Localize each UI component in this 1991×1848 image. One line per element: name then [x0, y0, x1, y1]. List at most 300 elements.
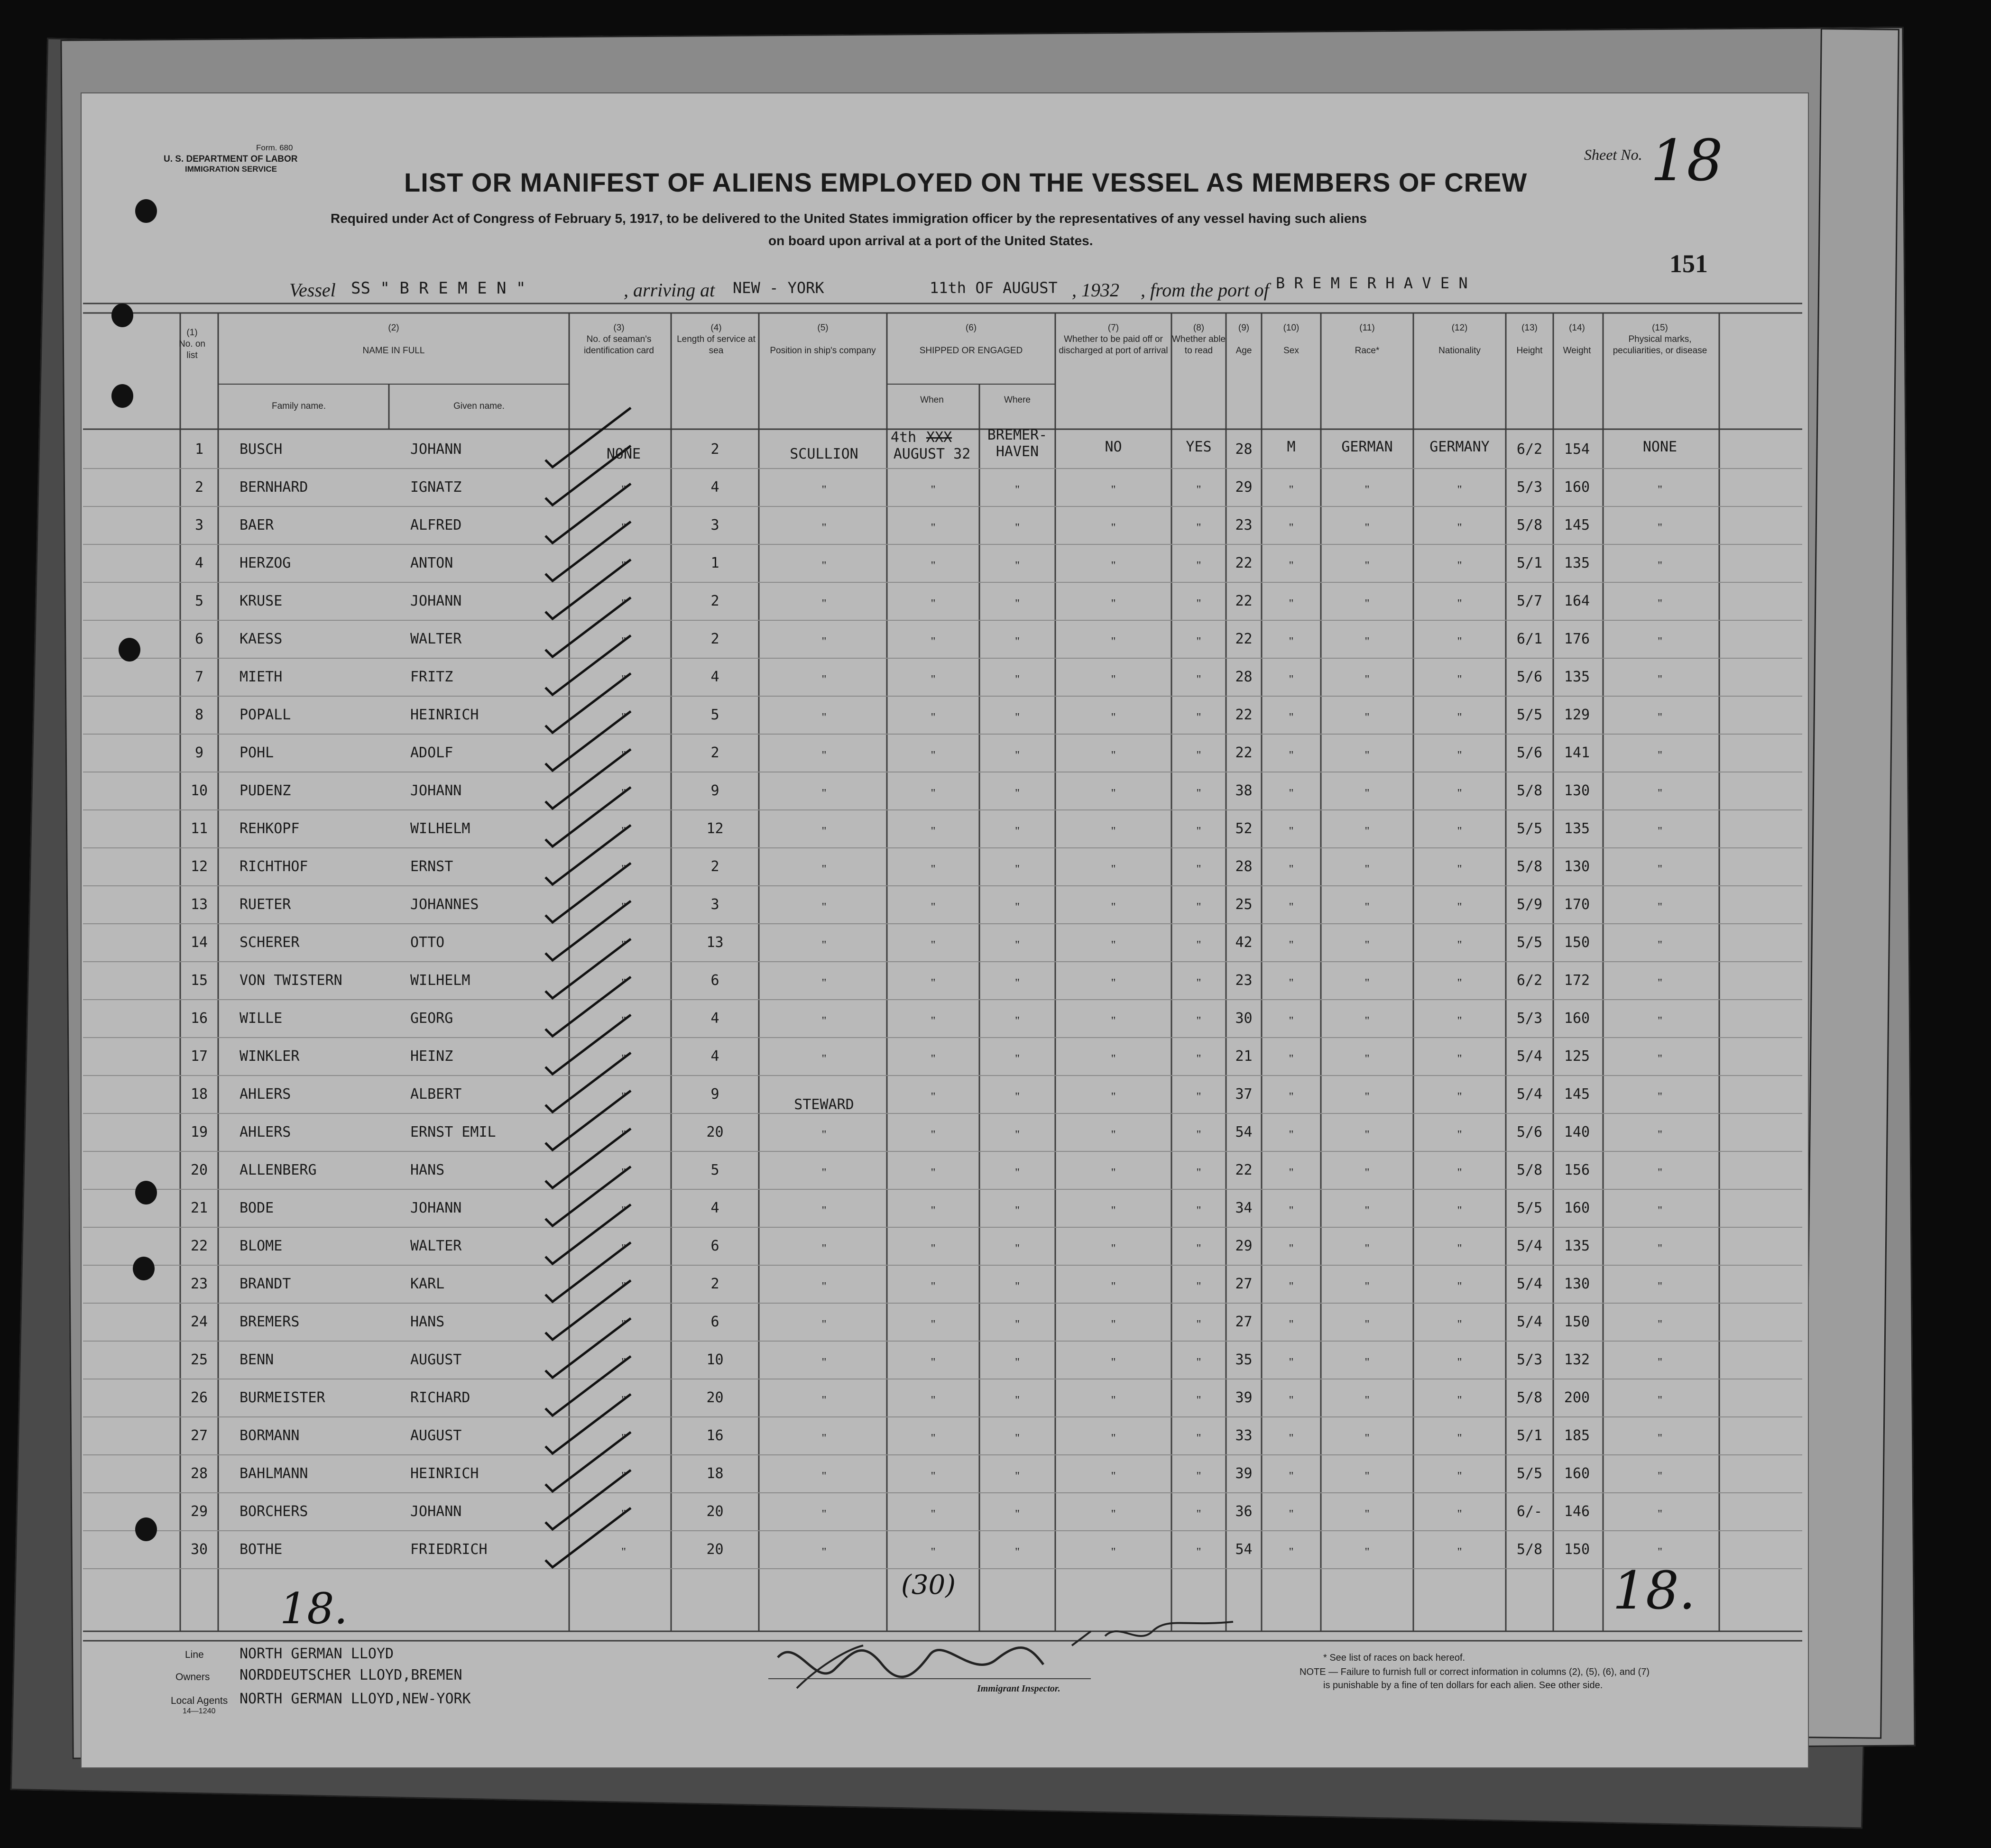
ditto-mark: "	[1289, 1432, 1294, 1444]
note-penalty-1: NOTE — Failure to furnish full or correct information in columns (2), (5), (6), and (7)	[1300, 1667, 1650, 1677]
given-name: WALTER	[410, 1238, 462, 1254]
row-number: 7	[194, 669, 204, 685]
ditto-mark: "	[1015, 939, 1020, 951]
note-races: * See list of races on back hereof.	[1323, 1653, 1466, 1663]
col-number: (11)	[1359, 323, 1375, 333]
ditto-mark: "	[621, 939, 626, 951]
ditto-mark: "	[1196, 1318, 1201, 1331]
ditto-mark: "	[1111, 635, 1116, 648]
age-value: 54	[1235, 1541, 1253, 1558]
col-number: (13)	[1521, 323, 1538, 333]
ditto-mark: "	[1111, 1204, 1116, 1217]
height-value: 5/4	[1516, 1086, 1543, 1103]
row-number: 13	[190, 896, 208, 913]
weight-value: 164	[1564, 593, 1590, 609]
given-name: AUGUST	[410, 1352, 462, 1368]
given-name: ADOLF	[410, 745, 453, 761]
ditto-mark: "	[821, 1167, 827, 1179]
given-name: RICHARD	[410, 1389, 470, 1406]
ditto-mark: "	[621, 1167, 626, 1179]
ditto-mark: "	[1196, 1432, 1201, 1444]
ditto-mark: "	[931, 484, 936, 496]
family-name: MIETH	[240, 669, 283, 685]
ditto-mark: "	[821, 1546, 827, 1558]
ditto-mark: "	[1658, 1356, 1662, 1369]
age-value: 37	[1235, 1086, 1253, 1103]
weight-value: 135	[1564, 1238, 1590, 1254]
ditto-mark: "	[1111, 484, 1116, 496]
ditto-mark: "	[621, 1470, 626, 1482]
ditto-mark: "	[1457, 1204, 1462, 1217]
ditto-mark: "	[1289, 1242, 1294, 1255]
family-name: POHL	[240, 745, 274, 761]
service-years: 12	[706, 820, 724, 837]
height-value: 5/5	[1516, 934, 1543, 951]
punch-hole	[111, 303, 133, 327]
ditto-mark: "	[1457, 522, 1462, 534]
ditto-mark: "	[1457, 1432, 1462, 1444]
owners-value: NORDDEUTSCHER LLOYD,BREMEN	[240, 1667, 462, 1683]
ditto-mark: "	[1658, 711, 1662, 724]
ditto-mark: "	[1289, 598, 1294, 610]
service-years: 3	[710, 896, 719, 913]
punch-hole	[111, 384, 133, 408]
weight-value: 145	[1564, 517, 1590, 533]
service-years: 5	[710, 1162, 719, 1178]
age-value: 42	[1235, 934, 1253, 951]
col-label: No. on list	[179, 339, 205, 360]
ditto-mark: "	[1658, 1508, 1662, 1520]
ditto-mark: "	[621, 1204, 626, 1217]
weight-value: 172	[1564, 972, 1590, 989]
ditto-mark: "	[1196, 977, 1201, 989]
weight-value: 185	[1564, 1427, 1590, 1444]
ditto-mark: "	[931, 598, 936, 610]
ditto-mark: "	[621, 977, 626, 989]
ditto-mark: "	[931, 635, 936, 648]
row-number: 5	[194, 593, 204, 609]
form-number: Form. 680	[256, 143, 293, 152]
col-label: Weight	[1563, 346, 1591, 356]
ditto-mark: "	[1364, 1204, 1370, 1217]
ditto-mark: "	[1111, 522, 1116, 534]
ditto-mark: "	[1196, 522, 1201, 534]
card-value: NONE	[606, 446, 641, 462]
family-name: BREMERS	[240, 1314, 300, 1330]
ditto-mark: "	[621, 1053, 626, 1065]
weight-value: 150	[1564, 1541, 1590, 1558]
ditto-mark: "	[1015, 598, 1020, 610]
height-value: 5/8	[1516, 782, 1543, 799]
ditto-mark: "	[821, 560, 827, 572]
weight-value: 130	[1564, 858, 1590, 875]
page-title: LIST OR MANIFEST OF ALIENS EMPLOYED ON THE VESSEL AS MEMBERS OF CREW	[404, 167, 1528, 197]
col-family-name: Family name.	[271, 401, 326, 411]
ditto-mark: "	[1015, 1356, 1020, 1369]
age-value: 23	[1235, 517, 1253, 533]
ditto-mark: "	[1658, 1394, 1662, 1407]
ditto-mark: "	[1364, 1280, 1370, 1293]
ditto-mark: "	[621, 598, 626, 610]
col-label: Nationality	[1438, 346, 1481, 356]
given-name: IGNATZ	[410, 479, 462, 496]
ditto-mark: "	[1289, 1318, 1294, 1331]
ditto-mark: "	[1196, 1015, 1201, 1027]
ditto-mark: "	[931, 1432, 936, 1444]
age-value: 27	[1235, 1276, 1253, 1292]
vessel-name: SS " B R E M E N "	[351, 279, 526, 298]
ditto-mark: "	[1364, 901, 1370, 913]
ditto-mark: "	[621, 1129, 626, 1141]
ditto-mark: "	[621, 1015, 626, 1027]
service-years: 6	[710, 1314, 719, 1330]
ditto-mark: "	[931, 1318, 936, 1331]
ditto-mark: "	[821, 1318, 827, 1331]
ditto-mark: "	[1364, 1508, 1370, 1520]
ditto-mark: "	[1289, 901, 1294, 913]
height-value: 5/4	[1516, 1276, 1543, 1292]
row-number: 18	[190, 1086, 208, 1103]
weight-value: 135	[1564, 555, 1590, 571]
height-value: 5/5	[1516, 820, 1543, 837]
ditto-mark: "	[1111, 1432, 1116, 1444]
col-number: (4)	[710, 323, 722, 333]
ditto-mark: "	[1457, 1394, 1462, 1407]
height-value: 6/2	[1516, 972, 1543, 989]
ditto-mark: "	[821, 1508, 827, 1520]
row-number: 15	[190, 972, 208, 989]
sex-value: M	[1287, 439, 1296, 455]
row-number: 9	[194, 745, 204, 761]
ditto-mark: "	[1658, 1546, 1662, 1558]
ditto-mark: "	[1111, 673, 1116, 686]
ditto-mark: "	[931, 825, 936, 837]
age-value: 35	[1235, 1352, 1253, 1368]
given-name: JOHANN	[410, 1503, 462, 1520]
ditto-mark: "	[1457, 863, 1462, 875]
nationality-value: GERMANY	[1429, 439, 1490, 455]
punch-hole	[135, 1517, 157, 1541]
col-number: (15)	[1652, 323, 1668, 333]
ditto-mark: "	[1111, 1053, 1116, 1065]
row-number: 25	[190, 1352, 208, 1368]
age-value: 28	[1235, 441, 1253, 458]
ditto-mark: "	[1289, 1167, 1294, 1179]
ditto-mark: "	[931, 1091, 936, 1103]
print-code: 14—1240	[183, 1707, 216, 1715]
ditto-mark: "	[1658, 1129, 1662, 1141]
age-value: 22	[1235, 631, 1253, 647]
ditto-mark: "	[1364, 939, 1370, 951]
ditto-mark: "	[1111, 1508, 1116, 1520]
row-number: 29	[190, 1503, 208, 1520]
height-value: 5/4	[1516, 1048, 1543, 1065]
service-years: 4	[710, 1200, 719, 1216]
service-years: 6	[710, 972, 719, 989]
ditto-mark: "	[1364, 787, 1370, 800]
height-value: 5/8	[1516, 1162, 1543, 1178]
ditto-mark: "	[1015, 711, 1020, 724]
ditto-mark: "	[1364, 1394, 1370, 1407]
given-name: FRITZ	[410, 669, 453, 685]
col-label: SHIPPED OR ENGAGED	[919, 346, 1023, 356]
ditto-mark: "	[1015, 1053, 1020, 1065]
given-name: ALBERT	[410, 1086, 462, 1103]
service-years: 20	[706, 1541, 724, 1558]
ditto-mark: "	[1196, 1508, 1201, 1520]
punch-hole	[119, 638, 140, 662]
age-value: 29	[1235, 1238, 1253, 1254]
ditto-mark: "	[1111, 1546, 1116, 1558]
ditto-mark: "	[821, 1053, 827, 1065]
ditto-mark: "	[1289, 1053, 1294, 1065]
ditto-mark: "	[1457, 901, 1462, 913]
service-years: 20	[706, 1503, 724, 1520]
col-number: (6)	[965, 323, 977, 333]
service-years: 5	[710, 707, 719, 723]
ditto-mark: "	[1364, 673, 1370, 686]
ditto-mark: "	[1196, 1129, 1201, 1141]
ditto-mark: "	[1289, 673, 1294, 686]
ditto-mark: "	[1364, 711, 1370, 724]
ditto-mark: "	[1289, 1356, 1294, 1369]
service-years: 2	[710, 441, 719, 458]
ditto-mark: "	[821, 749, 827, 762]
col-label: Sex	[1283, 346, 1299, 356]
paid-off-value: NO	[1105, 439, 1122, 455]
ditto-mark: "	[821, 863, 827, 875]
ditto-mark: "	[621, 1280, 626, 1293]
departure-port: B R E M E R H A V E N	[1276, 274, 1468, 292]
ditto-mark: "	[1015, 901, 1020, 913]
height-value: 5/3	[1516, 479, 1543, 496]
ditto-mark: "	[621, 1356, 626, 1369]
given-name: HANS	[410, 1162, 445, 1178]
ditto-mark: "	[1289, 1546, 1294, 1558]
ditto-mark: "	[1015, 1129, 1020, 1141]
ditto-mark: "	[1196, 1053, 1201, 1065]
col-label: Whether able to read	[1171, 334, 1226, 356]
ditto-mark: "	[821, 1432, 827, 1444]
ditto-mark: "	[931, 1356, 936, 1369]
age-value: 28	[1235, 669, 1253, 685]
row-number: 26	[190, 1389, 208, 1406]
position-steward: STEWARD	[794, 1096, 854, 1113]
ditto-mark: "	[1364, 1167, 1370, 1179]
ditto-mark: "	[1015, 1432, 1020, 1444]
age-value: 27	[1235, 1314, 1253, 1330]
ditto-mark: "	[1196, 598, 1201, 610]
weight-value: 200	[1564, 1389, 1590, 1406]
ditto-mark: "	[1111, 1242, 1116, 1255]
col-number: (3)	[613, 323, 625, 333]
ditto-mark: "	[621, 522, 626, 534]
service-years: 18	[706, 1465, 724, 1482]
given-name: HEINZ	[410, 1048, 453, 1065]
row-number: 30	[190, 1541, 208, 1558]
col-label: Position in ship's company	[770, 346, 876, 356]
given-name: HEINRICH	[410, 707, 479, 723]
height-value: 5/1	[1516, 1427, 1543, 1444]
row-number: 14	[190, 934, 208, 951]
ditto-mark: "	[621, 863, 626, 875]
ditto-mark: "	[621, 673, 626, 686]
service-years: 2	[710, 1276, 719, 1292]
position-value: SCULLION	[790, 446, 858, 462]
ditto-mark: "	[1364, 1546, 1370, 1558]
age-value: 39	[1235, 1389, 1253, 1406]
ditto-mark: "	[1457, 673, 1462, 686]
ditto-mark: "	[1015, 1280, 1020, 1293]
sheet-label: Sheet No.	[1584, 146, 1642, 163]
ditto-mark: "	[1289, 749, 1294, 762]
struck-text: XXX	[926, 429, 952, 446]
ditto-mark: "	[821, 901, 827, 913]
given-name: HEINRICH	[410, 1465, 479, 1482]
row-number: 1	[194, 441, 204, 458]
given-name: JOHANN	[410, 441, 462, 458]
ditto-mark: "	[621, 560, 626, 572]
ditto-mark: "	[621, 1318, 626, 1331]
age-value: 36	[1235, 1503, 1253, 1520]
ditto-mark: "	[1015, 635, 1020, 648]
ditto-mark: "	[1111, 787, 1116, 800]
ditto-mark: "	[1364, 1129, 1370, 1141]
ditto-mark: "	[1015, 1546, 1020, 1558]
ditto-mark: "	[1364, 560, 1370, 572]
row-number: 10	[190, 782, 208, 799]
height-value: 5/4	[1516, 1238, 1543, 1254]
ditto-mark: "	[1015, 1318, 1020, 1331]
ditto-mark: "	[1364, 1015, 1370, 1027]
ditto-mark: "	[1658, 1015, 1662, 1027]
ditto-mark: "	[1658, 635, 1662, 648]
service: IMMIGRATION SERVICE	[185, 165, 277, 174]
ditto-mark: "	[1658, 825, 1662, 837]
age-value: 22	[1235, 707, 1253, 723]
ditto-mark: "	[821, 977, 827, 989]
ditto-mark: "	[1658, 1091, 1662, 1103]
row-number: 27	[190, 1427, 208, 1444]
ditto-mark: "	[1658, 1167, 1662, 1179]
height-value: 6/2	[1516, 441, 1543, 458]
ditto-mark: "	[1015, 560, 1020, 572]
ditto-mark: "	[621, 1394, 626, 1407]
ditto-mark: "	[821, 711, 827, 724]
ditto-mark: "	[1196, 1091, 1201, 1103]
ditto-mark: "	[1457, 1470, 1462, 1482]
given-name: JOHANN	[410, 782, 462, 799]
ditto-mark: "	[821, 1280, 827, 1293]
arrival-port: NEW - YORK	[733, 279, 824, 297]
age-value: 23	[1235, 972, 1253, 989]
ditto-mark: "	[1457, 711, 1462, 724]
ditto-mark: "	[1289, 484, 1294, 496]
ditto-mark: "	[1457, 1546, 1462, 1558]
col-number: (2)	[388, 323, 399, 333]
height-value: 6/1	[1516, 631, 1543, 647]
ditto-mark: "	[1289, 1280, 1294, 1293]
ditto-mark: "	[1196, 1470, 1201, 1482]
given-name: FRIEDRICH	[410, 1541, 488, 1558]
row-number: 19	[190, 1124, 208, 1140]
ditto-mark: "	[1111, 1470, 1116, 1482]
given-name: ANTON	[410, 555, 453, 571]
ditto-mark: "	[1364, 1318, 1370, 1331]
ditto-mark: "	[1196, 787, 1201, 800]
ditto-mark: "	[1457, 1318, 1462, 1331]
ditto-mark: "	[1289, 522, 1294, 534]
ditto-mark: "	[1196, 1394, 1201, 1407]
ditto-mark: "	[1196, 1167, 1201, 1179]
race-value: GERMAN	[1341, 439, 1393, 455]
ditto-mark: "	[1658, 1318, 1662, 1331]
family-name: BURMEISTER	[240, 1389, 325, 1406]
ditto-mark: "	[821, 673, 827, 686]
service-years: 2	[710, 593, 719, 609]
age-value: 21	[1235, 1048, 1253, 1065]
service-years: 2	[710, 631, 719, 647]
weight-value: 145	[1564, 1086, 1590, 1103]
able-read-value: YES	[1186, 439, 1212, 455]
ditto-mark: "	[1289, 1204, 1294, 1217]
ditto-mark: "	[1457, 1508, 1462, 1520]
col-when: When	[920, 395, 944, 405]
col-label: Whether to be paid off or discharged at port of arrival	[1059, 334, 1168, 356]
col-number: (10)	[1283, 323, 1300, 333]
ditto-mark: "	[1196, 939, 1201, 951]
age-value: 22	[1235, 1162, 1253, 1178]
ditto-mark: "	[1015, 1167, 1020, 1179]
service-years: 9	[710, 1086, 719, 1103]
ditto-mark: "	[1289, 635, 1294, 648]
inspector-label: Immigrant Inspector.	[977, 1683, 1060, 1694]
row-number: 12	[190, 858, 208, 875]
family-name: BODE	[240, 1200, 274, 1216]
arriving-label: , arriving at	[624, 279, 715, 301]
given-name: AUGUST	[410, 1427, 462, 1444]
ditto-mark: "	[1015, 1242, 1020, 1255]
service-years: 6	[710, 1238, 719, 1254]
given-name: OTTO	[410, 934, 445, 951]
ditto-mark: "	[821, 1470, 827, 1482]
punch-hole	[135, 1181, 157, 1204]
ditto-mark: "	[931, 1015, 936, 1027]
ditto-mark: "	[821, 1356, 827, 1369]
ditto-mark: "	[1457, 1280, 1462, 1293]
ditto-mark: "	[1111, 1129, 1116, 1141]
ditto-mark: "	[1289, 1091, 1294, 1103]
age-value: 30	[1235, 1010, 1253, 1027]
service-years: 2	[710, 745, 719, 761]
ditto-mark: "	[931, 1242, 936, 1255]
ditto-mark: "	[821, 1129, 827, 1141]
ditto-mark: "	[1015, 1394, 1020, 1407]
ditto-mark: "	[1196, 749, 1201, 762]
family-name: BUSCH	[240, 441, 283, 458]
row-number: 3	[194, 517, 204, 533]
given-name: KARL	[410, 1276, 445, 1292]
service-years: 9	[710, 782, 719, 799]
weight-value: 135	[1564, 820, 1590, 837]
service-years: 2	[710, 858, 719, 875]
subtitle-line1: Required under Act of Congress of February 5, 1917, to be delivered to the United States immigration officer by the representatives of any vessel having such aliens	[331, 211, 1367, 226]
service-years: 1	[710, 555, 719, 571]
height-value: 5/8	[1516, 517, 1543, 533]
height-value: 5/8	[1516, 1389, 1543, 1406]
ditto-mark: "	[1364, 977, 1370, 989]
ditto-mark: "	[1658, 901, 1662, 913]
